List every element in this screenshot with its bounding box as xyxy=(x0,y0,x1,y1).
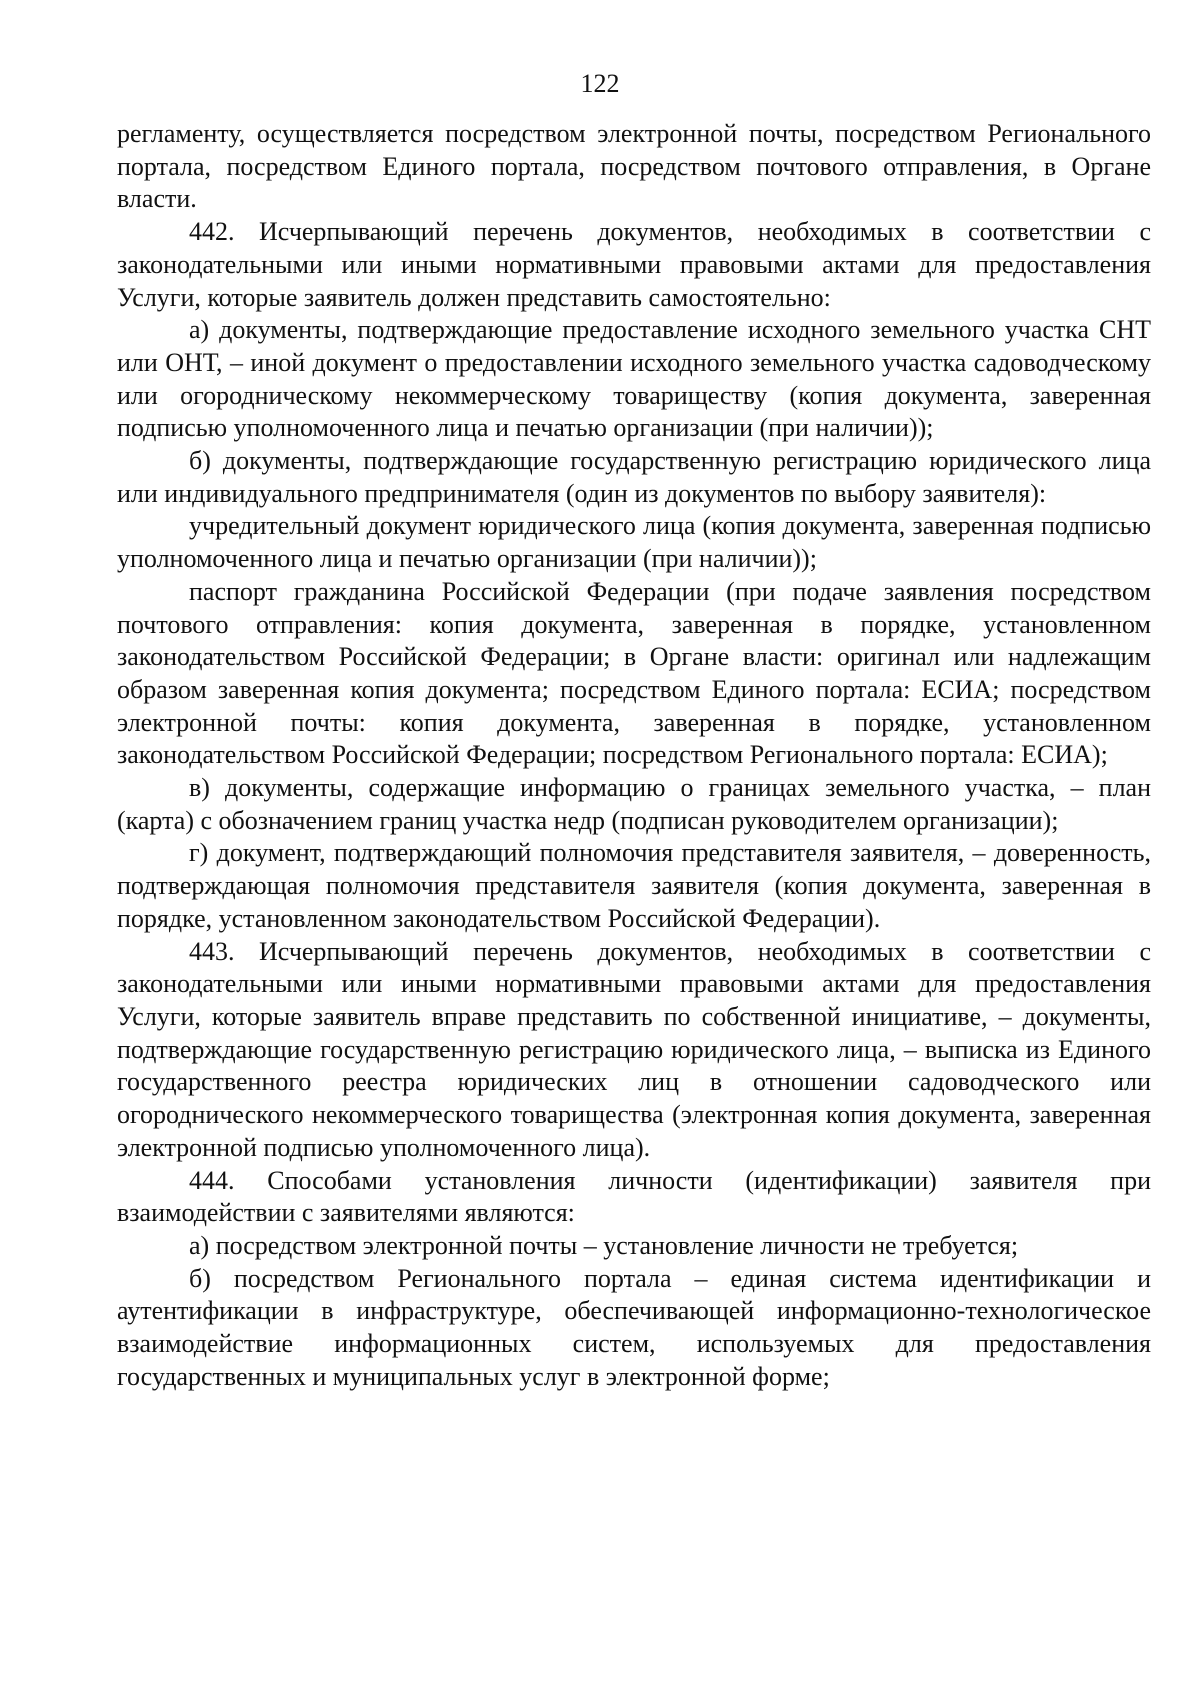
paragraph-443: 443. Исчерпывающий перечень документов, необходимых в соответствии с законодательными или иными нормативными правовыми актами для предоставления Услуги, которые заявитель вправе представить по собственной инициативе, – документы, подтверждающие государственную регистрацию юридического лица, – выписка из Единого государственного реестра юридических лиц в отношении садоводческого или огороднического некоммерческого товарищества (электронная копия документа, заверенная электронной подписью уполномоченного лица). xyxy=(117,936,1151,1162)
document-body xyxy=(117,118,1151,1393)
paragraph-442-a: а) документы, подтверждающие предоставление исходного земельного участка СНТ или ОНТ, – иной документ о предоставлении исходного земельного участка садоводческому или огородническому некоммерческому товариществу (копия документа, заверенная подписью уполномоченного лица и печатью организации (при наличии)); xyxy=(117,315,1151,443)
paragraph-442: 442. Исчерпывающий перечень документов, необходимых в соответствии с законодательными или иными нормативными правовыми актами для предоставления Услуги, которые заявитель должен представить самостоятельно: xyxy=(117,217,1151,312)
paragraph-444-a: а) посредством электронной почты – установление личности не требуется; xyxy=(189,1230,1019,1260)
paragraph-444-b: б) посредством Регионального портала – единая система идентификации и аутентификации в инфраструктуре, обеспечивающей информационно-технологическое взаимодействие информационных систем, используемых для предоставления государственных и муниципальных услуг в электронной форме; xyxy=(117,1263,1151,1391)
paragraph-444: 444. Способами установления личности (идентификации) заявителя при взаимодействии с заявителями являются: xyxy=(117,1165,1151,1228)
paragraph-442-v: в) документы, содержащие информацию о границах земельного участка, – план (карта) с обозначением границ участка недр (подписан руководителем организации); xyxy=(117,773,1151,835)
paragraph-442-b-passport: паспорт гражданина Российской Федерации (при подаче заявления посредством почтового отправления: копия документа, заверенная в порядке, установленном законодательством Российской Федерации; в Органе власти: оригинал или надлежащим образом заверенная копия документа; посредством Единого портала: ЕСИА; посредством электронной почты: копия документа, заверенная в порядке, установленном законодательством Российской Федерации; посредством Регионального портала: ЕСИА); xyxy=(117,576,1151,770)
paragraph-442-b-founding-document: учредительный документ юридического лица (копия документа, заверенная подписью уполномоченного лица и печатью организации (при наличии)); xyxy=(117,511,1151,574)
paragraph-442-b: б) документы, подтверждающие государственную регистрацию юридического лица или индивидуального предпринимателя (один из документов по выбору заявителя): xyxy=(117,446,1151,508)
paragraph-continuation: регламенту, осуществляется посредством электронной почты, посредством Регионального портала, посредством Единого портала, посредством почтового отправления, в Органе власти. xyxy=(117,119,1151,214)
page-number: 122 xyxy=(580,69,620,98)
paragraph-442-g: г) документ, подтверждающий полномочия представителя заявителя, – доверенность, подтверждающая полномочия представителя заявителя (копия документа, заверенная в порядке, установленном законодательством Российской Федерации). xyxy=(117,838,1151,933)
